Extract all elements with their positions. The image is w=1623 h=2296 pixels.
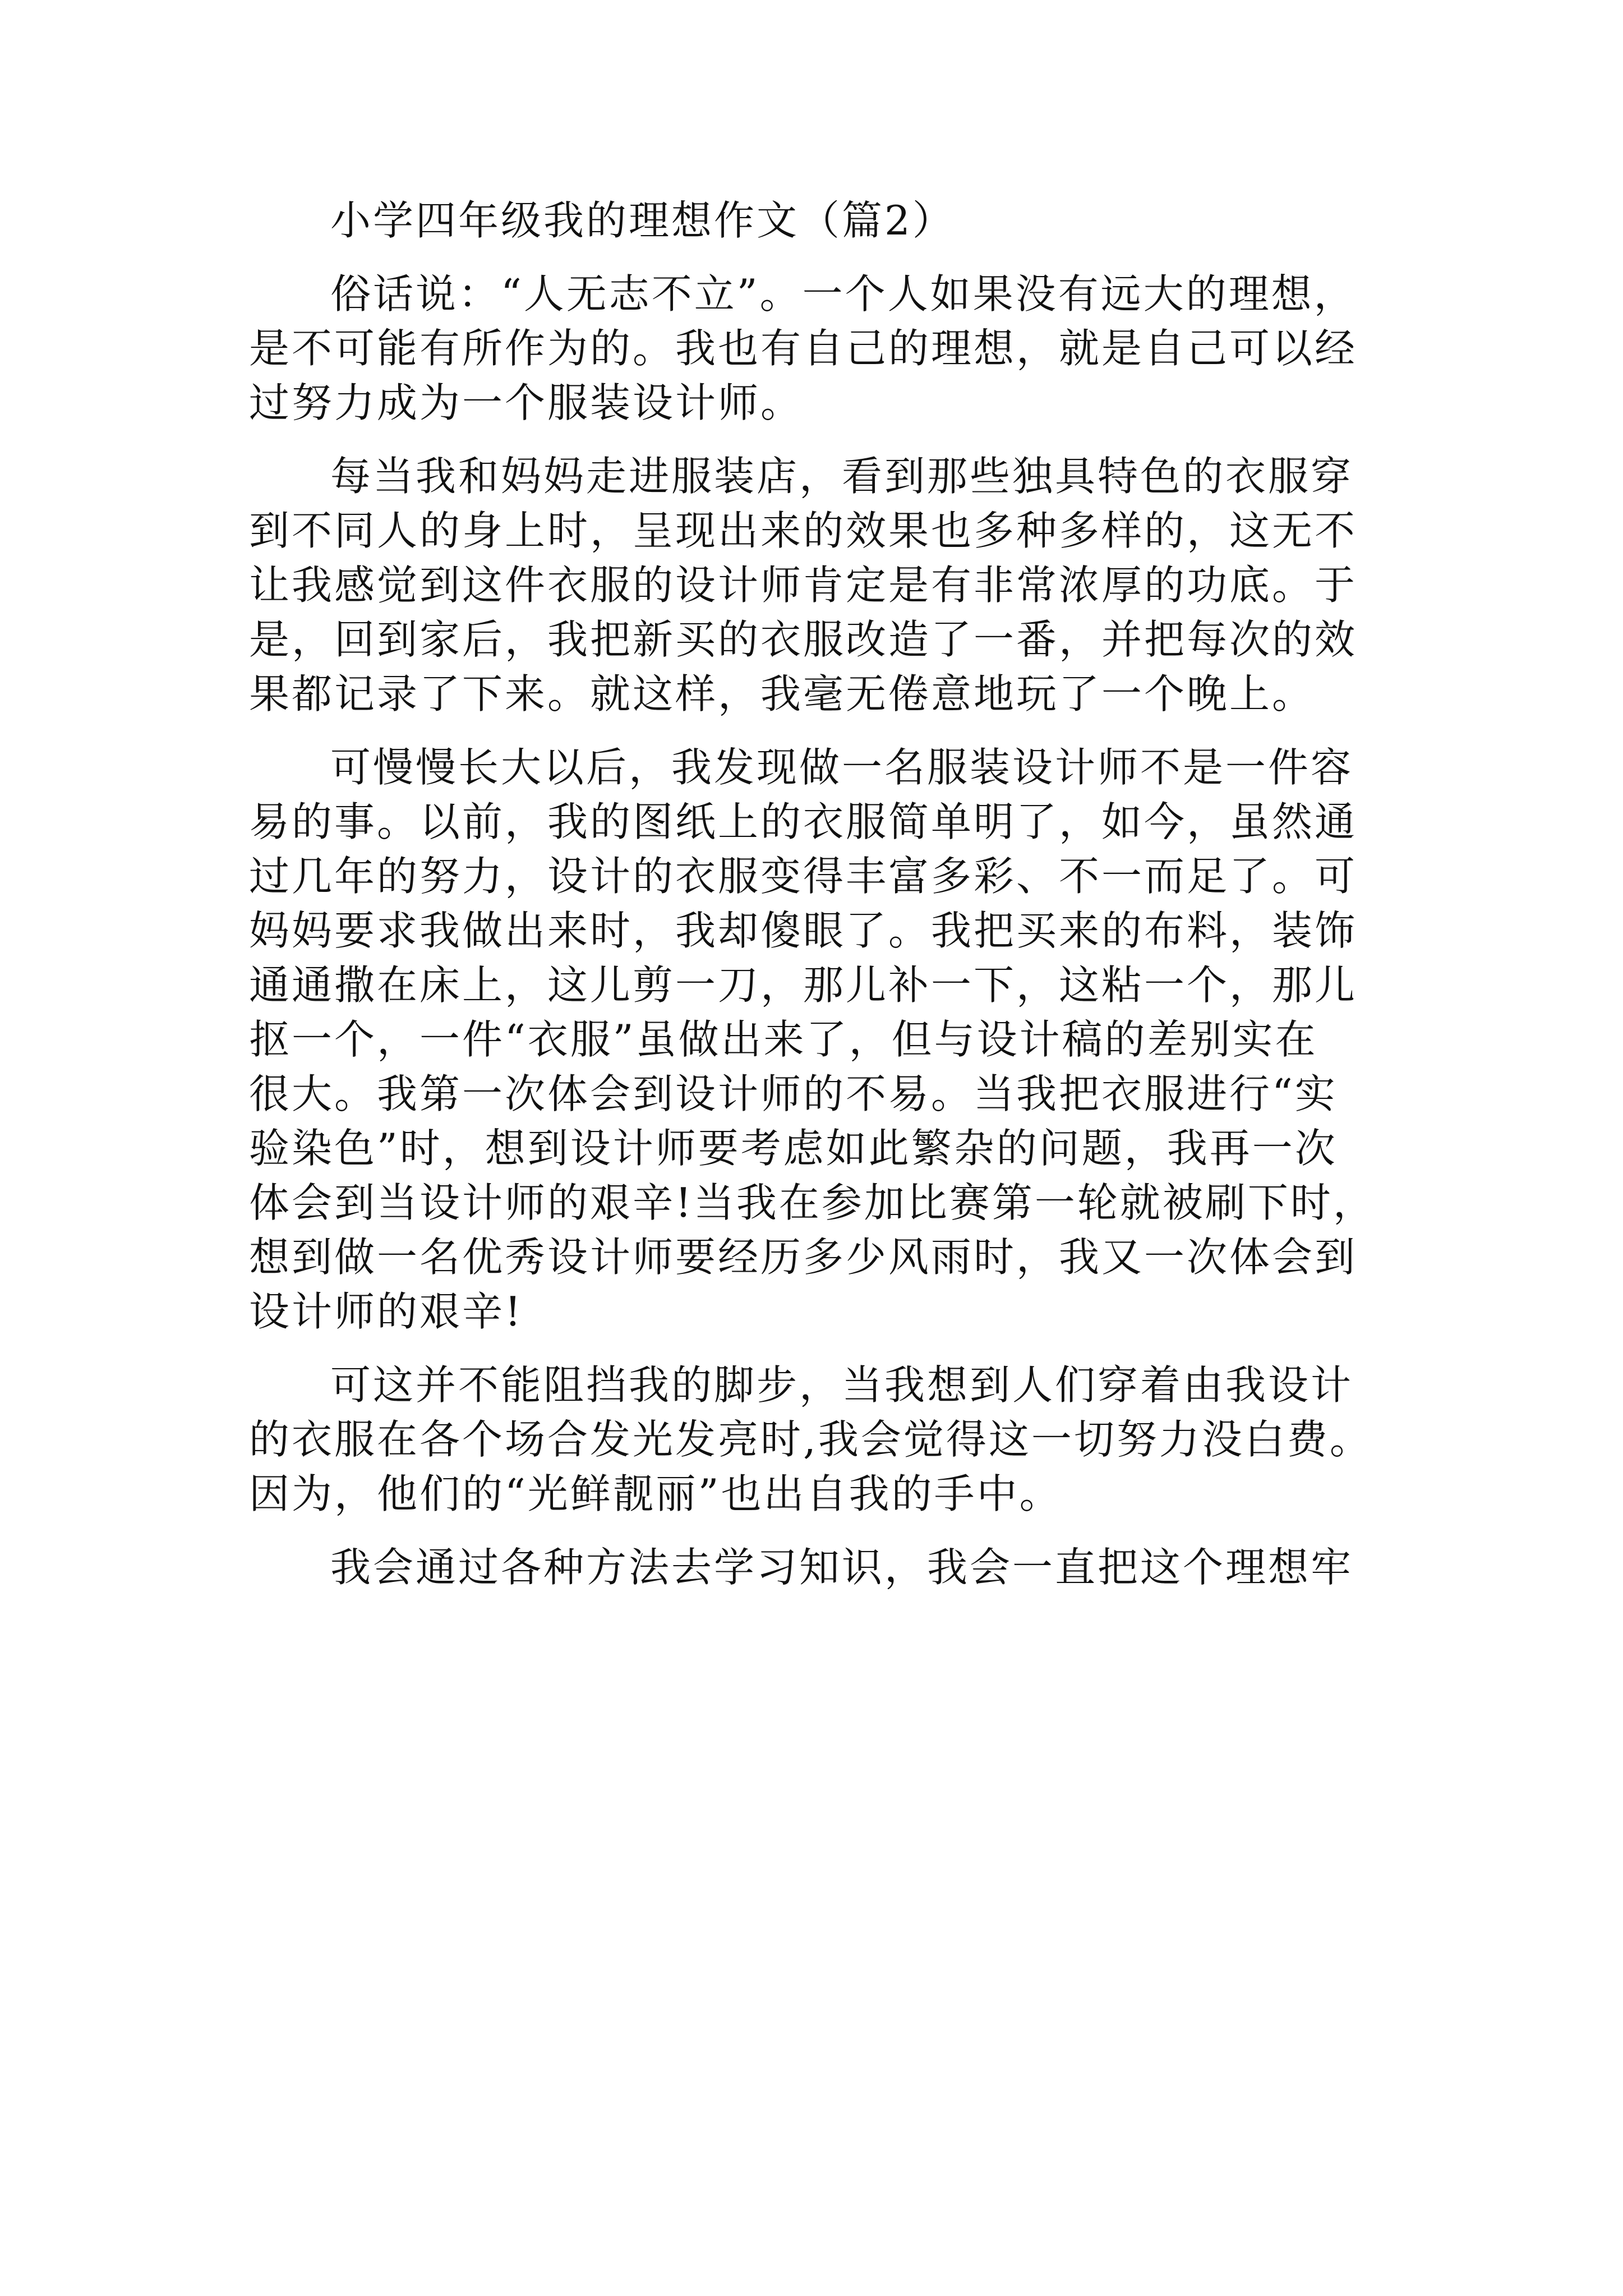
paragraph bbox=[249, 267, 1399, 430]
document-body bbox=[249, 194, 1399, 1595]
paragraph-line: 我会通过各种方法去学习知识，我会一直把这个理想牢 bbox=[330, 1544, 1354, 1591]
paragraph-line: 因为，他们的“光鲜靓丽”也出自我的手中。 bbox=[249, 1470, 1062, 1517]
document-title: 小学四年级我的理想作文（篇2） bbox=[330, 197, 955, 244]
paragraph-line: 抠一个，一件“衣服”虽做出来了，但与设计稿的差别实在 bbox=[249, 1016, 1318, 1063]
paragraph-line: 可慢慢长大以后，我发现做一名服装设计师不是一件容 bbox=[330, 744, 1354, 791]
paragraph-line: 可这并不能阻挡我的脚步，当我想到人们穿着由我设计 bbox=[330, 1361, 1354, 1409]
paragraph bbox=[249, 1358, 1399, 1521]
paragraph-spacer bbox=[249, 1521, 1399, 1540]
paragraph-spacer bbox=[249, 721, 1399, 740]
paragraph-line: 每当我和妈妈走进服装店，看到那些独具特色的衣服穿 bbox=[330, 453, 1354, 500]
paragraph-spacer bbox=[249, 1339, 1399, 1358]
paragraph-line: 是不可能有所作为的。我也有自己的理想，就是自己可以经 bbox=[249, 325, 1358, 372]
paragraph-line: 过努力成为一个服装设计师。 bbox=[249, 379, 804, 426]
paragraph-line: 验染色”时，想到设计师要考虑如此繁杂的问题，我再一次 bbox=[249, 1125, 1338, 1172]
paragraph-line: 到不同人的身上时，呈现出来的效果也多种多样的，这无不 bbox=[249, 507, 1358, 554]
paragraph-line: 是，回到家后，我把新买的衣服改造了一番，并把每次的效 bbox=[249, 616, 1358, 663]
paragraph-line: 想到做一名优秀设计师要经历多少风雨时，我又一次体会到 bbox=[249, 1234, 1358, 1281]
paragraph-line: 设计师的艰辛! bbox=[249, 1288, 523, 1335]
paragraph-line: 过几年的努力，设计的衣服变得丰富多彩、不一而足了。可 bbox=[249, 853, 1358, 900]
paragraph-line: 的衣服在各个场合发光发亮时,我会觉得这一切努力没白费。 bbox=[249, 1416, 1372, 1463]
paragraph-line: 妈妈要求我做出来时，我却傻眼了。我把买来的布料，装饰 bbox=[249, 907, 1358, 954]
paragraph-spacer bbox=[249, 430, 1399, 449]
paragraph-line: 让我感觉到这件衣服的设计师肯定是有非常浓厚的功底。于 bbox=[249, 562, 1358, 609]
paragraph-line: 果都记录了下来。就这样，我毫无倦意地玩了一个晚上。 bbox=[249, 670, 1315, 717]
paragraph-line: 体会到当设计师的艰辛!当我在参加比赛第一轮就被刷下时， bbox=[249, 1179, 1376, 1226]
paragraph bbox=[249, 449, 1399, 721]
paragraph-line: 很大。我第一次体会到设计师的不易。当我把衣服进行“实 bbox=[249, 1070, 1338, 1117]
paragraph-line: 通通撒在床上，这儿剪一刀，那儿补一下，这粘一个，那儿 bbox=[249, 961, 1358, 1009]
paragraph-line: 俗话说：“人无志不立”。一个人如果没有远大的理想， bbox=[330, 270, 1357, 318]
paragraph bbox=[249, 1540, 1399, 1595]
paragraph-spacer bbox=[249, 248, 1399, 267]
paragraph bbox=[249, 740, 1399, 1339]
paragraph-line: 易的事。以前，我的图纸上的衣服简单明了，如今，虽然通 bbox=[249, 798, 1358, 845]
